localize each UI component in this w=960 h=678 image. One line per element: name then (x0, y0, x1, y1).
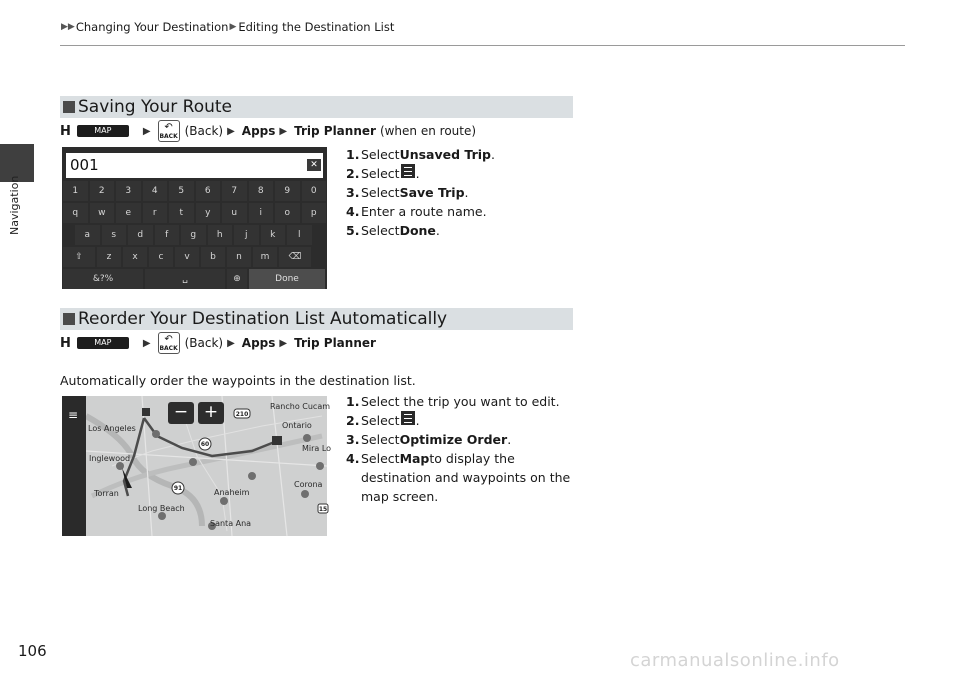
keyboard-key[interactable]: f (155, 225, 180, 245)
map-label: Rancho Cucam (270, 402, 331, 411)
step-item: 1. Select the trip you want to edit. (346, 394, 560, 409)
keyboard-key[interactable]: h (208, 225, 233, 245)
back-label: (Back) (184, 336, 224, 350)
keyboard-key[interactable]: v (175, 247, 199, 267)
step-item: 1. Select Unsaved Trip . (346, 147, 495, 162)
keyboard-key[interactable]: 3 (116, 181, 141, 201)
map-label: Santa Ana (210, 519, 252, 528)
keyboard-key[interactable]: l (287, 225, 312, 245)
keyboard-key[interactable]: 6 (196, 181, 221, 201)
operation-path (60, 332, 376, 354)
step-item: 4. Enter a route name. (346, 204, 487, 219)
path-arrow-icon: ▶ (227, 125, 235, 137)
back-label: (Back) (184, 124, 224, 138)
watermark: carmanualsonline.info (630, 650, 840, 671)
keyboard-key[interactable]: 9 (275, 181, 300, 201)
steps-list-reorder (346, 392, 570, 506)
trip-planner-label: Trip Planner (294, 336, 376, 350)
keyboard-key[interactable]: &?% (63, 269, 143, 289)
step-item-continued: destination and waypoints on the (361, 470, 571, 485)
highway-shield-label: 15 (318, 506, 328, 513)
keyboard-key[interactable]: y (196, 203, 221, 223)
route-name-input[interactable]: 001 (66, 153, 323, 178)
keyboard-row-middle (62, 225, 327, 245)
map-label: Torran (94, 489, 119, 498)
home-icon: H (60, 335, 71, 351)
section-heading-reorder (60, 308, 573, 330)
breadcrumb-arrow-icon: ▶▶ (61, 22, 75, 32)
keyboard-screenshot (62, 147, 327, 289)
map-screenshot (62, 396, 332, 536)
step-item-continued: map screen. (361, 489, 439, 504)
done-key[interactable]: Done (249, 269, 325, 289)
map-label: Ontario (282, 421, 312, 430)
highway-shield-label: 91 (173, 485, 183, 492)
apps-label: Apps (241, 124, 276, 138)
keyboard-key[interactable]: s (102, 225, 127, 245)
intro-paragraph: Automatically order the waypoints in the destination list. (60, 373, 416, 388)
waypoint-flag-icon (142, 408, 150, 416)
keyboard-key[interactable]: 2 (90, 181, 115, 201)
keyboard-key[interactable]: c (149, 247, 173, 267)
highway-shield-label: 210 (235, 411, 249, 418)
map-label: Anaheim (214, 488, 250, 497)
menu-icon[interactable]: ≡ (68, 408, 79, 422)
keyboard-key[interactable]: r (143, 203, 168, 223)
path-arrow-icon: ▶ (227, 337, 235, 349)
section-title: Saving Your Route (78, 97, 233, 117)
operation-path (60, 120, 476, 142)
map-label: Los Angeles (88, 424, 136, 433)
home-icon: H (60, 123, 71, 139)
breadcrumb-item-changing-destination[interactable]: Changing Your Destination (75, 20, 229, 34)
keyboard-key[interactable]: ⌫ (279, 247, 311, 267)
keyboard-key[interactable]: a (75, 225, 100, 245)
keyboard-row-top (62, 203, 327, 223)
map-label: Long Beach (138, 504, 185, 513)
map-button-icon: MAP (77, 125, 129, 137)
keyboard-key[interactable]: 1 (63, 181, 88, 201)
clear-input-icon[interactable]: ✕ (307, 159, 321, 171)
zoom-out-button[interactable]: − (168, 402, 194, 424)
step-item: 3. Select Save Trip . (346, 185, 469, 200)
step-item: 4. Select Map to display the (346, 451, 515, 466)
keyboard-key[interactable]: p (302, 203, 327, 223)
keyboard-key[interactable]: 4 (143, 181, 168, 201)
path-arrow-icon: ▶ (279, 337, 288, 349)
keyboard-key[interactable]: b (201, 247, 225, 267)
breadcrumb-arrow-icon: ▶ (229, 22, 237, 32)
keyboard-key[interactable]: 8 (249, 181, 274, 201)
heading-square-icon (63, 101, 75, 113)
header-divider (60, 45, 905, 46)
keyboard-key[interactable]: t (169, 203, 194, 223)
map-label: Inglewood (89, 454, 131, 463)
back-button-icon: ↶ BACK (158, 332, 180, 354)
map-label: Corona (294, 480, 323, 489)
map-button-icon: MAP (77, 337, 129, 349)
steps-list-saving (346, 145, 495, 240)
highway-shield-label: 60 (200, 441, 210, 448)
checkered-flag-icon (272, 436, 282, 445)
keyboard-key[interactable]: 5 (169, 181, 194, 201)
menu-list-icon (401, 411, 415, 425)
keyboard-key[interactable]: i (249, 203, 274, 223)
keyboard-key[interactable]: z (97, 247, 121, 267)
trip-planner-label: Trip Planner (294, 124, 376, 138)
keyboard-key[interactable]: u (222, 203, 247, 223)
map-graphic (62, 396, 327, 536)
section-heading-saving-route (60, 96, 573, 118)
step-item: 5. Select Done . (346, 223, 440, 238)
menu-list-icon (401, 164, 415, 178)
keyboard-key[interactable]: 0 (302, 181, 327, 201)
step-item: 2. Select . (346, 166, 420, 181)
path-arrow-icon: ▶ (279, 125, 288, 137)
keyboard-key[interactable]: m (253, 247, 277, 267)
keyboard-key[interactable]: x (123, 247, 147, 267)
keyboard-key[interactable]: d (128, 225, 153, 245)
zoom-in-button[interactable]: + (198, 402, 224, 424)
path-suffix: (when en route) (379, 124, 477, 138)
keyboard-key[interactable]: w (90, 203, 115, 223)
section-side-label: Navigation (8, 176, 21, 236)
keyboard-key[interactable]: e (116, 203, 141, 223)
keyboard-key[interactable]: j (234, 225, 259, 245)
back-button-icon: ↶ BACK (158, 120, 180, 142)
keyboard-key[interactable]: o (275, 203, 300, 223)
keyboard-row-numbers (62, 181, 327, 201)
map-sidebar (62, 396, 86, 536)
path-arrow-icon: ▶ (142, 337, 151, 349)
keyboard-key[interactable]: q (63, 203, 88, 223)
page-number: 106 (18, 642, 47, 660)
breadcrumb (60, 20, 394, 34)
breadcrumb-item-editing-list[interactable]: Editing the Destination List (238, 20, 395, 34)
keyboard-key[interactable]: n (227, 247, 251, 267)
path-arrow-icon: ▶ (142, 125, 151, 137)
keyboard-row-bottom (62, 247, 327, 267)
step-item: 2. Select . (346, 413, 420, 428)
keyboard-row-actions (62, 269, 327, 289)
heading-square-icon (63, 313, 75, 325)
keyboard-key[interactable]: 7 (222, 181, 247, 201)
map-label: Mira Lo (302, 444, 332, 453)
apps-label: Apps (241, 336, 276, 350)
keyboard-key[interactable]: ⊕ (227, 269, 247, 289)
keyboard-key[interactable]: ⇧ (63, 247, 95, 267)
step-item: 3. Select Optimize Order . (346, 432, 512, 447)
section-title: Reorder Your Destination List Automatically (78, 309, 448, 329)
keyboard-key[interactable]: k (261, 225, 286, 245)
keyboard-key[interactable]: ␣ (145, 269, 225, 289)
keyboard-key[interactable]: g (181, 225, 206, 245)
